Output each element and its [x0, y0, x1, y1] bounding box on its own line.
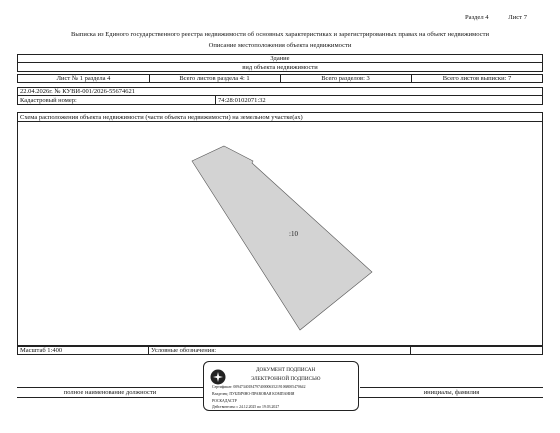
date-number-row	[17, 87, 543, 96]
object-kind-row	[17, 63, 543, 72]
scale-row	[17, 346, 543, 355]
stamp-owner: Владелец: ПУБЛИЧНО-ПРАВОВАЯ КОМПАНИЯ	[212, 392, 295, 396]
emblem-icon	[210, 369, 226, 385]
position-label: полное наименование должности	[63, 389, 157, 396]
stamp-line1: ДОКУМЕНТ ПОДПИСАН	[256, 367, 316, 373]
scheme-drawing	[18, 122, 544, 347]
stamp-valid: Действителен: с 24.12.2025 по 19.03.2027	[212, 405, 280, 409]
legend-label: Условные обозначения:	[151, 347, 217, 354]
building-contour	[192, 146, 372, 330]
object-kind-label: вид объекта недвижимости	[242, 63, 318, 71]
document-subtitle: Описание местоположения объекта недвижимости	[208, 42, 352, 49]
sheet-of-section: Лист № 1 раздела 4	[56, 75, 111, 82]
object-type: Здание	[270, 55, 290, 62]
stamp-owner2: РОСКАДАСТР	[212, 399, 237, 403]
total-section-sheets: Всего листов раздела 4: 1	[179, 75, 250, 82]
sheet-number: Лист 7	[508, 14, 527, 21]
total-sections: Всего разделов: 3	[321, 75, 370, 82]
stamp-cert: Сертификат: 00947340184797400006352191068005470642	[212, 385, 306, 389]
scheme-box	[17, 112, 543, 346]
date-number: 22.04.2026г. № КУВИ-001/2026-55674621	[20, 88, 135, 95]
cadastral-label: Кадастровый номер:	[20, 96, 77, 104]
name-label: инициалы, фамилия	[423, 389, 480, 396]
sheets-row	[17, 74, 543, 83]
object-type-row	[17, 54, 543, 63]
signature-stamp	[203, 361, 359, 411]
scheme-title: Схема расположения объекта недвижимости (части объекта недвижимости) на земельном участке(ах)	[20, 113, 303, 121]
building-label: :10	[289, 230, 298, 238]
scheme-title-row	[18, 113, 542, 122]
cadastral-row	[17, 96, 543, 105]
stamp-line2: ЭЛЕКТРОННОЙ ПОДПИСЬЮ	[251, 376, 321, 382]
page-position	[465, 14, 527, 21]
document-title: Выписка из Единого государственного реестра недвижимости об основных характеристиках и зарегистрированных правах на объект недвижимости	[70, 31, 490, 38]
total-extract-sheets: Всего листов выписки: 7	[442, 75, 512, 82]
section-number: Раздел 4	[464, 14, 489, 21]
scale: Масштаб 1:400	[20, 347, 63, 354]
cadastral-number: 74:28:0102071:32	[218, 96, 266, 104]
